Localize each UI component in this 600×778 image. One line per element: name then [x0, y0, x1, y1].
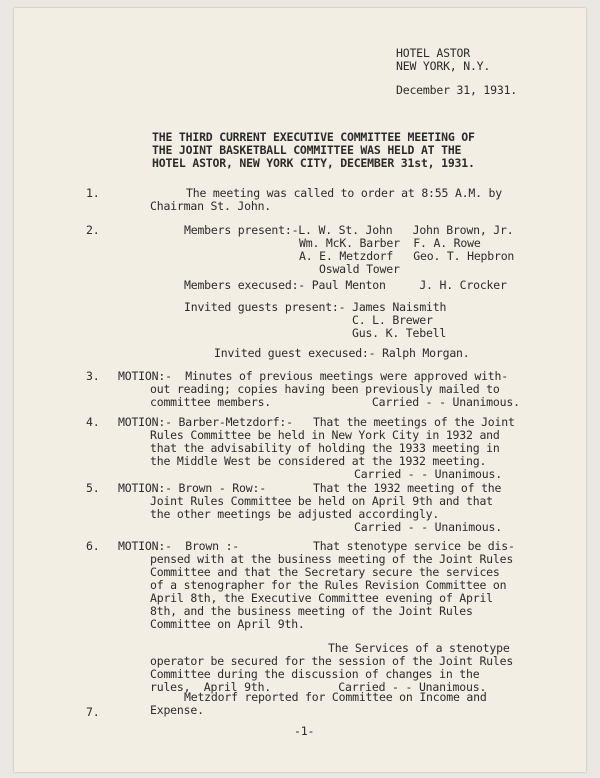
item-line: pensed with at the business meeting of the Joint Rules [150, 552, 514, 566]
item-number: 3. [86, 369, 100, 383]
item-number: 4. [86, 415, 100, 429]
item-line: MOTION:- Brown :- That stenotype service be dis- [118, 539, 515, 553]
guests-line: Invited guests present:- James Naismith [184, 300, 447, 314]
item-line: of a stenographer for the Rules Revision Committee on [150, 578, 507, 592]
guests-line: C. L. Brewer [352, 313, 433, 327]
item-line: The meeting was called to order at 8:55 A.M. by [186, 186, 503, 200]
item-line: that the advisability of holding the 1933 meeting in [150, 441, 500, 455]
item-line: operator be secured for the session of the Joint Rules [150, 654, 514, 668]
item-number: 1. [86, 186, 100, 200]
item-line: Committee during the discussion of changes in the [150, 667, 480, 681]
hotel-city: NEW YORK, N.Y. [396, 59, 491, 73]
members-line: Members present:-L. W. St. John John Brown, Jr. [184, 223, 514, 237]
item-line: the other meetings be adjusted accordingly. [150, 507, 440, 521]
members-excused: Members execused:- Paul Menton J. H. Crocker [184, 278, 507, 292]
guest-excused: Invited guest execused:- Ralph Morgan. [214, 346, 470, 360]
item-number: 6. [86, 539, 100, 553]
item-line: Committee on April 9th. [150, 617, 305, 631]
item-line: Rules Committee be held in New York City in 1932 and [150, 428, 500, 442]
item-line: MOTION:- Minutes of previous meetings were approved with- [118, 369, 508, 383]
item-line: The Services of a stenotype [328, 641, 510, 655]
item-number: 2. [86, 223, 100, 237]
title-line: THE JOINT BASKETBALL COMMITTEE WAS HELD AT THE [152, 143, 462, 157]
hotel-name: HOTEL ASTOR [396, 46, 470, 60]
carried-note: Carried - - Unanimous. [354, 467, 502, 481]
item-line: Joint Rules Committee be held on April 9th and that [150, 494, 493, 508]
item-line: 8th, and the business meeting of the Joint Rules [150, 604, 473, 618]
carried-note: Carried - - Unanimous. [354, 520, 502, 534]
item-line: Metzdorf reported for Committee on Income and [184, 690, 487, 704]
document-date: December 31, 1931. [396, 83, 518, 97]
title-line: THE THIRD CURRENT EXECUTIVE COMMITTEE MEETING OF [152, 130, 475, 144]
guests-line: Gus. K. Tebell [352, 326, 447, 340]
item-line: the Middle West be considered at the 1932 meeting. [150, 454, 487, 468]
item-line: rules, April 9th. Carried - - Unanimous. [150, 680, 487, 694]
members-line: Oswald Tower [319, 262, 400, 276]
members-line: A. E. Metzdorf Geo. T. Hepbron [299, 249, 515, 263]
item-line: Expense. [150, 703, 204, 717]
page-number: -1- [294, 724, 315, 738]
item-line: Committee and that the Secretary secure the services [150, 565, 500, 579]
item-line: MOTION:- Barber-Metzdorf:- That the meetings of the Joint [118, 415, 515, 429]
item-line: April 8th, the Executive Committee evening of April [150, 591, 493, 605]
item-line: MOTION:- Brown - Row:- That the 1932 meeting of the [118, 481, 502, 495]
document-page [14, 8, 586, 772]
title-line: HOTEL ASTOR, NEW YORK CITY, DECEMBER 31st, 1931. [152, 156, 475, 170]
item-line: out reading; copies having been previously mailed to [150, 382, 500, 396]
item-number: 7. [86, 705, 100, 719]
members-line: Wm. McK. Barber F. A. Rowe [299, 236, 481, 250]
item-number: 5. [86, 481, 100, 495]
item-line: committee members. Carried - - Unanimous. [150, 395, 520, 409]
item-line: Chairman St. John. [150, 199, 272, 213]
